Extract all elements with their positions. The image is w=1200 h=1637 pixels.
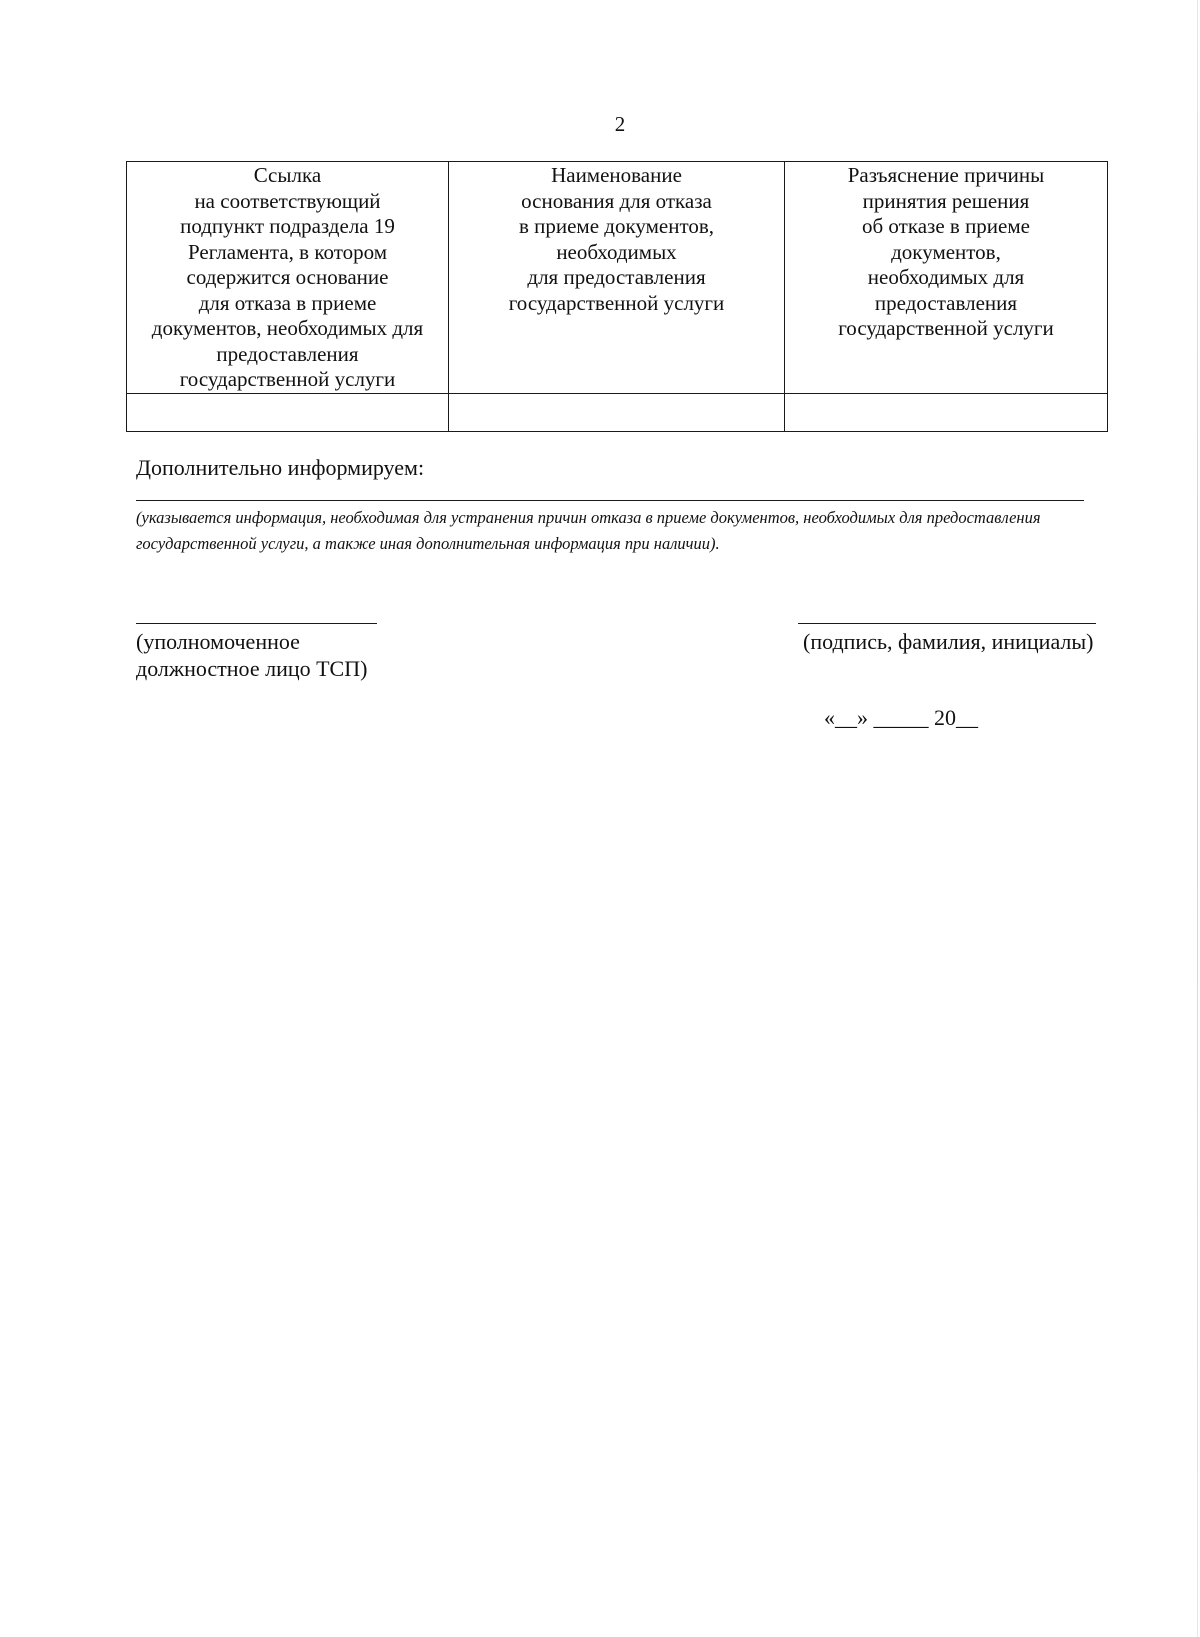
header-line: документов, [891,239,1001,264]
date-template: «__» _____ 20__ [824,705,978,730]
header-line: для отказа в приеме [198,290,377,315]
signature-line [798,623,1096,624]
header-line: документов, необходимых для [151,316,424,340]
fill-in-line [136,500,1084,501]
header-regulation-reference [127,162,449,394]
header-line: принятия решения [862,188,1030,213]
table-cell [127,393,449,431]
table-cell [449,393,785,431]
header-line: для предоставления [527,265,706,289]
header-line: Разъяснение причины [847,163,1045,187]
refusal-reasons-table [126,161,1108,432]
header-line: в приеме документов, [518,214,715,238]
header-line: необходимых для [867,265,1025,289]
extra-info-label: Дополнительно информируем: [136,455,425,480]
header-line: об отказе в приеме [862,214,1030,238]
header-line: государственной услуги [508,290,725,315]
page-number: 2 [614,112,626,136]
header-line: на соответствующий [194,188,381,213]
header-line: государственной услуги [838,316,1054,340]
official-caption [136,628,367,682]
signature-caption: (подпись, фамилия, инициалы) [803,629,1094,654]
table-row [127,393,1108,431]
header-line: основания для отказа [521,188,712,213]
header-line: необходимых [556,239,677,264]
header-line: Ссылка [253,163,322,187]
hint-text: (указывается информация, необходимая для устранения причин отказа в приеме документов, необходимых для предоставления государственной услуги, а также иная дополнительная информация при наличии). [136,508,1041,553]
official-caption-line: (уполномоченное [136,629,300,654]
header-line: государственной услуги [179,367,396,391]
official-caption-line: должностное лицо ТСП) [136,656,368,681]
scan-edge-divider [1197,0,1198,1637]
header-line: содержится основание [186,265,389,289]
header-refusal-explanation [785,162,1108,394]
header-line: подпункт подраздела 19 [180,214,395,238]
header-refusal-ground-name [449,162,785,394]
header-line: предоставления [874,290,1018,315]
header-line: предоставления [216,341,359,366]
table-cell [785,393,1108,431]
header-line: Регламента, в котором [188,239,387,264]
table-header-row [127,162,1108,394]
header-line: Наименование [551,163,682,187]
official-signature-line [136,623,377,624]
